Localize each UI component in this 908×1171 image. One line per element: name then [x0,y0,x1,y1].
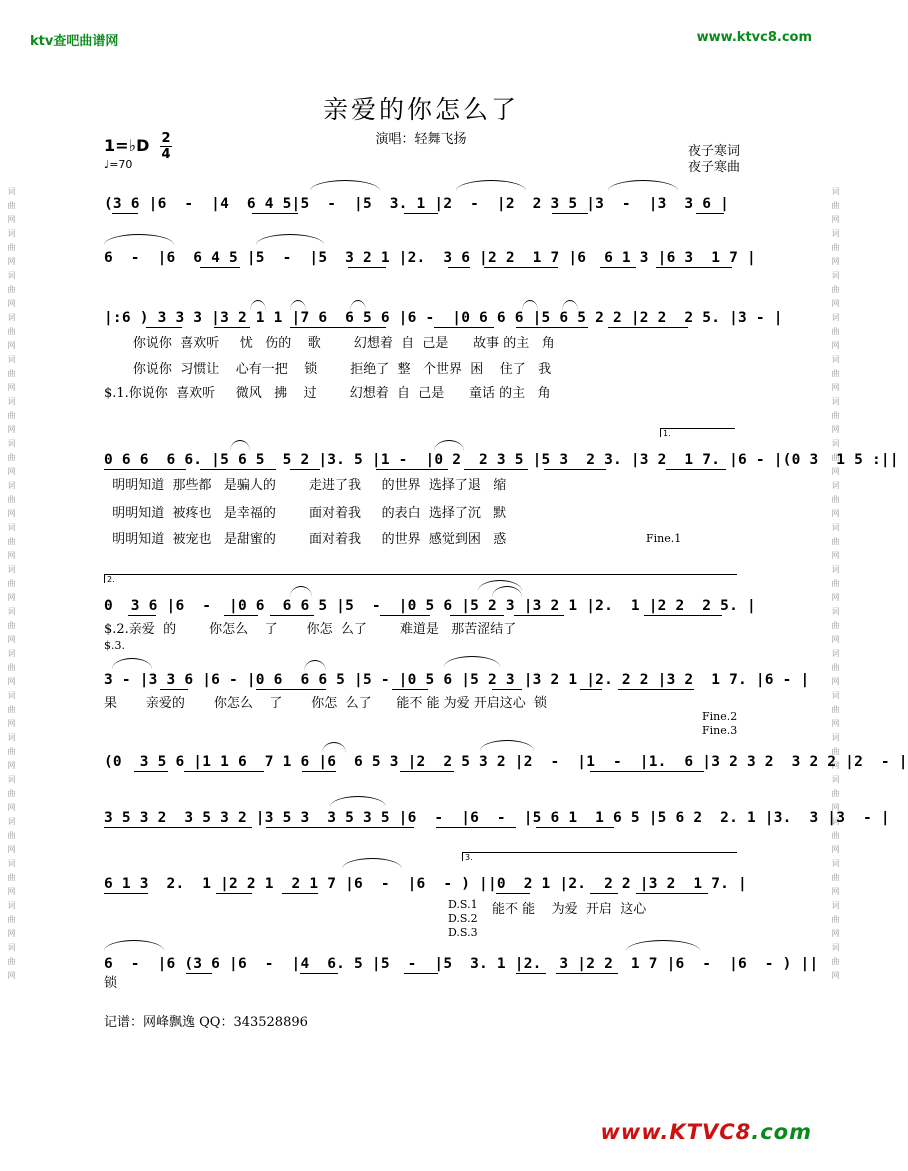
tie [456,180,526,191]
tie [256,234,324,245]
logo-main: www.KTVC8 [600,1120,752,1144]
fine-1-mark: Fine.1 [646,532,682,545]
tie [290,586,312,597]
tie [434,440,464,451]
key-signature: 1=♭D [104,136,150,155]
song-title: 亲爱的你怎么了 [322,95,519,124]
volta-second: 2. [104,574,737,583]
lyric-ds3-mark: $.3. [104,639,125,652]
tie [304,660,326,671]
site-name-left[interactable]: ktv查吧曲谱网 [30,34,119,49]
singer: 演唱：轻舞飞扬 [375,132,467,147]
score-notes: (3 6 |6 - |4 6 4 5|5 - |5 3. 1 |2 - |2 2 3 5 |3 - |3 3 6 | [104,196,730,212]
lyric-ending: 能不 能 为爱 开启 这心 [492,902,647,917]
site-logo[interactable] [601,1120,812,1144]
side-watermark-right: 词曲网词曲网词曲网词曲网词曲网词曲网词曲网词曲网词曲网词曲网词曲网词曲网词曲网词曲网词曲网词曲网词曲网词曲网词曲网 [831,186,840,985]
side-watermark-left: 词曲网词曲网词曲网词曲网词曲网词曲网词曲网词曲网词曲网词曲网词曲网词曲网词曲网词曲网词曲网词曲网词曲网词曲网词曲网 [7,186,16,985]
lyric-last: 锁 [104,976,118,991]
tie [342,858,402,869]
lyric-chorus-1: 明明知道 那些都 是骗人的 走进了我 的世界 选择了退 缩 [104,478,507,493]
score-row [104,594,756,622]
tie [562,300,578,311]
lyric-verse-2: 你说你 习惯让 心有一把 锁 拒绝了 整 个世界 困 住了 我 [104,362,552,377]
score-row [104,192,738,220]
tie [330,796,386,807]
score-row [104,750,908,778]
score-row [104,872,747,900]
tie [322,742,346,753]
fine-3-mark: Fine.3 [702,724,738,737]
fine-2-mark: Fine.2 [702,710,738,723]
lyric-verse-3: $.1.你说你 喜欢听 微风 拂 过 幻想着 自 己是 童话 的主 角 [104,386,551,401]
time-signature [160,132,172,161]
tempo: ♩=70 [104,158,133,171]
tie [626,940,700,951]
transcriber-credit: 记谱：网峰飘逸 QQ：343528896 [104,1015,308,1030]
lyric-chorus-2: 明明知道 被疼也 是幸福的 面对着我 的表白 选择了沉 默 [104,506,507,521]
volta-first: 1. [660,428,735,437]
score-notes: (0 3 5 6 |1 1 6 7 1 6 |6 6 5 3 |2 2 5 3 2 |2 - |1 - |1. 6 |3 2 3 2 3 2 2 |2 - | [104,754,908,770]
score-row [104,806,890,834]
tie [250,300,266,311]
tie [350,300,366,311]
logo-tld: .com [751,1120,812,1144]
lyric-chorus-3: 明明知道 被宠也 是甜蜜的 面对着我 的世界 感觉到困 惑 [104,532,507,547]
score-row [104,668,810,696]
tie [290,300,306,311]
ds-1-mark: D.S.1 [448,898,478,911]
score-notes: |:6 ) 3 3 3 |3 2 1 1 |7 6 6 5 6 |6 - |0 6 6 6 |5 6 5 2 2 |2 2 2 5. |3 - | [104,310,783,326]
tie [310,180,380,191]
lyricist: 夜子寒词 [687,144,740,159]
composer: 夜子寒曲 [687,160,740,175]
lyric-bridge: 果 亲爱的 你怎么 了 你怎 么了 能不 能 为爱 开启这心 锁 [104,696,548,711]
score-row [104,246,756,274]
tie [522,300,538,311]
time-top: 2 [161,131,171,146]
tie [608,180,678,191]
score-notes: 6 - |6 (3 6 |6 - |4 6. 5 |5 - |5 3. 1 |2. 3 |2 2 1 7 |6 - |6 - ) || [104,956,819,972]
time-bottom: 4 [161,147,171,162]
tie [230,440,250,451]
tie [480,740,534,751]
tie [444,656,500,667]
site-url-right[interactable]: www.ktvc8.com [696,30,812,45]
score-notes: 6 - |6 6 4 5 |5 - |5 3 2 1 |2. 3 6 |2 2 1 7 |6 6 1 3 |6 3 1 7 | [104,250,756,266]
score-row [104,306,783,334]
ds-2-mark: D.S.2 [448,912,478,925]
score-notes: 0 6 6 6 6. |5 6 5 5 2 |3. 5 |1 - |0 2 2 3 5 |5 3 2 3. |3 2 1 7. |6 - |(0 3 1 5 :|| [104,452,899,468]
score-row [104,448,899,476]
score-notes: 0 3 6 |6 - |0 6 6 6 5 |5 - |0 5 6 |5 2 3 |3 2 1 |2. 1 |2 2 2 5. | [104,598,756,614]
tie [112,658,152,669]
ds-marks [448,898,478,940]
volta-third: 3. [462,852,737,861]
tie [104,940,164,951]
ds-3-mark: D.S.3 [448,926,478,939]
score-notes: 3 5 3 2 3 5 3 2 |3 5 3 3 5 3 5 |6 - |6 - |5 6 1 1 6 5 |5 6 2 2. 1 |3. 3 |3 - | [104,810,890,826]
score-notes: 3 - |3 3 6 |6 - |0 6 6 6 5 |5 - |0 5 6 |5 2 3 |3 2 1 |2. 2 2 |3 2 1 7. |6 - | [104,672,810,688]
lyric-verse-1: 你说你 喜欢听 忧 伤的 歌 幻想着 自 己是 故事 的主 角 [104,336,555,351]
lyric-ds2: $.2.亲爱 的 你怎么 了 你怎 么了 难道是 那苦涩结了 [104,622,517,637]
tie [104,234,174,245]
score-notes: 6 1 3 2. 1 |2 2 1 2 1 7 |6 - |6 - ) ||0 2 1 |2. 2 2 |3 2 1 7. | [104,876,747,892]
